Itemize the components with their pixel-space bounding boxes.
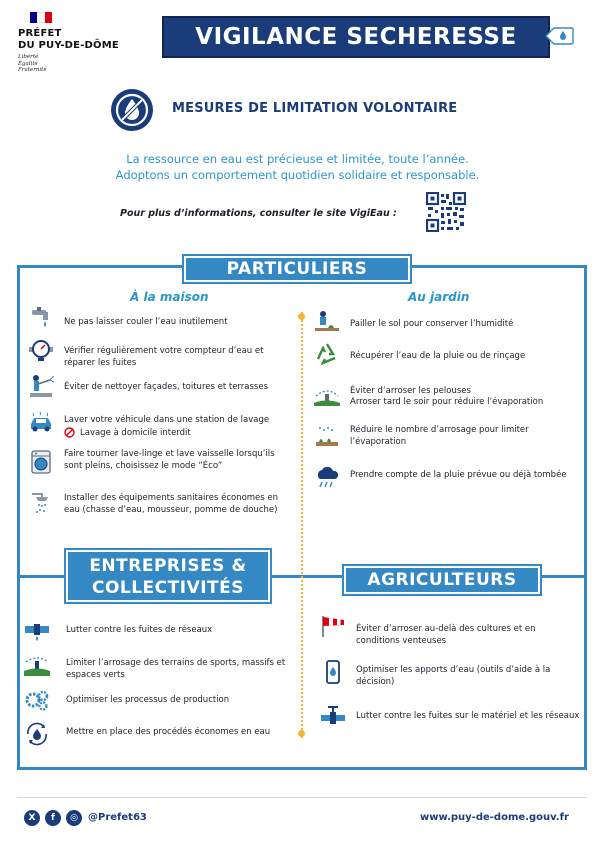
entreprises-banner-line-2: COLLECTIVITÉS xyxy=(91,578,245,598)
maison-heading: À la maison xyxy=(130,290,209,304)
drop-tag-icon xyxy=(544,26,574,46)
entreprise-item-4: Mettre en place des procédés économes en eau xyxy=(66,727,271,737)
divider-dot-top xyxy=(298,313,305,320)
entreprise-item-2: Limiter l’arrosage des terrains de sports, massifs et espaces verts xyxy=(66,658,286,680)
jardin-item-1: Pailler le sol pour conserver l’humidité xyxy=(350,319,514,329)
no-water-icon xyxy=(110,88,154,132)
devise xyxy=(18,54,47,74)
social-handle[interactable]: @Prefet63 xyxy=(88,812,147,823)
maison-item-3: Éviter de nettoyer façades, toitures et terrasses xyxy=(64,382,268,392)
entreprise-item-3: Optimiser les processus de production xyxy=(66,695,230,705)
maison-item-4-warning: Lavage à domicile interdit xyxy=(80,428,191,438)
footer-divider xyxy=(17,797,587,798)
pressure-washer-icon xyxy=(28,374,54,398)
jardin-heading: Au jardin xyxy=(408,290,470,304)
divider-dot-bottom xyxy=(298,730,305,737)
entreprises-banner xyxy=(66,550,270,602)
gears-icon xyxy=(24,688,50,712)
water-cycle-icon xyxy=(24,722,50,746)
page-title: VIGILANCE SECHERESSE xyxy=(162,16,550,58)
vertical-divider xyxy=(301,312,303,738)
maison-item-5: Faire tourner lave-linge et lave vaisselle lorsqu’ils sont pleins, choisissez le mode “Éco” xyxy=(64,449,275,471)
devise-liberte: Liberté xyxy=(18,54,39,60)
maison-item-1: Ne pas laisser couler l’eau inutilement xyxy=(64,317,228,327)
jardin-item-2: Récupérer l’eau de la pluie ou de rinçage xyxy=(350,351,526,361)
entreprises-banner-line-1: ENTREPRISES & xyxy=(89,556,247,576)
qr-code-icon[interactable] xyxy=(426,192,466,232)
prefet-line-1: PRÉFET xyxy=(18,28,62,39)
instagram-icon[interactable]: ◎ xyxy=(66,810,82,826)
jardin-item-4: Réduire le nombre d’arrosage pour limiter l’évaporation xyxy=(350,425,529,447)
maison-item-6: Installer des équipements sanitaires économes en eau (chasse d’eau, mousseur, pomme de douche) xyxy=(64,493,279,515)
maison-item-4: Laver votre véhicule dans une station de lavage xyxy=(64,415,270,425)
intro-line-2: Adoptons un comportement quotidien solidaire et responsable. xyxy=(115,168,480,182)
mesures-heading: MESURES DE LIMITATION VOLONTAIRE xyxy=(172,101,458,116)
forbidden-icon xyxy=(64,427,75,438)
maison-item-2: Vérifier régulièrement votre compteur d’eau et réparer les fuites xyxy=(64,346,264,368)
jardin-item-5: Prendre compte de la pluie prévue ou déjà tombée xyxy=(350,470,567,480)
windsock-icon xyxy=(320,614,346,638)
mulch-icon xyxy=(314,308,340,332)
agri-item-1: Éviter d’arroser au-delà des cultures et en conditions venteuses xyxy=(356,624,536,646)
devise-egalite: Égalité xyxy=(18,60,38,67)
website-link[interactable]: www.puy-de-dome.gouv.fr xyxy=(420,812,569,823)
rain-cloud-icon xyxy=(314,466,340,490)
field-sprinkler-icon xyxy=(24,652,50,676)
marianne-flag xyxy=(30,12,52,23)
prefet-label xyxy=(18,28,119,52)
shower-icon xyxy=(28,492,54,516)
intro-line-1: La ressource en eau est précieuse et limitée, toute l’année. xyxy=(126,152,469,166)
x-icon[interactable]: X xyxy=(24,810,40,826)
prefet-line-2: DU PUY-DE-DÔME xyxy=(18,40,119,51)
pipe-leak-icon xyxy=(24,618,50,642)
agri-item-2: Optimiser les apports d’eau (outils d’aide à la décision) xyxy=(356,665,551,687)
valve-icon xyxy=(320,704,346,728)
car-wash-icon xyxy=(28,410,54,434)
smartphone-drop-icon xyxy=(320,660,346,684)
recycle-icon xyxy=(314,342,340,366)
washing-machine-icon xyxy=(28,450,54,474)
entreprise-item-1: Lutter contre les fuites de réseaux xyxy=(66,625,213,635)
jardin-item-3: Éviter d’arroser les pelouses xyxy=(350,386,471,396)
info-text: Pour plus d’informations, consulter le site VigiEau : xyxy=(120,208,397,219)
water-meter-icon xyxy=(28,338,54,362)
devise-fraternite: Fraternité xyxy=(18,67,47,73)
facebook-icon[interactable]: f xyxy=(45,810,61,826)
jardin-item-3-detail: Arroser tard le soir pour réduire l’évaporation xyxy=(350,397,544,407)
watering-can-icon xyxy=(314,424,340,448)
agriculteurs-banner: AGRICULTEURS xyxy=(344,566,540,594)
agri-item-3: Lutter contre les fuites sur le matériel et les réseaux xyxy=(356,711,580,721)
sprinkler-icon xyxy=(314,382,340,406)
faucet-icon xyxy=(28,306,54,330)
particuliers-banner: PARTICULIERS xyxy=(184,256,410,282)
